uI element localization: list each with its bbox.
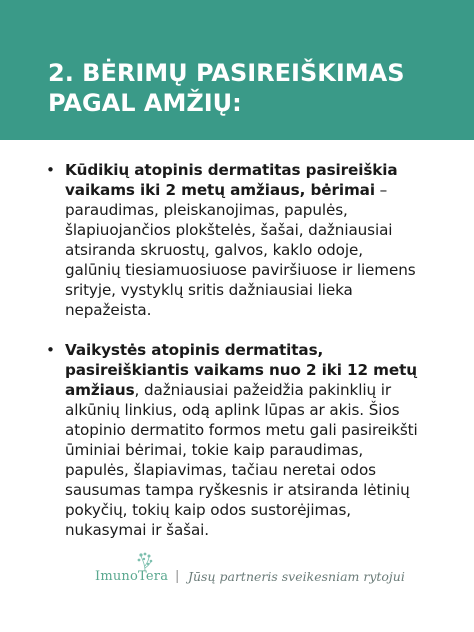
bullet-body-text: – paraudimas, pleiskanojimas, papulės, šlapiuojančios plokštelės, šašai, dažniausiai atsiranda skruostų, galvos, kaklo odoje, galūnių tiesiamuosiuose paviršiuose ir liemens srityje, vystyklų sritis dažniausiai lieka nepažeista. <box>65 181 416 319</box>
bullet-bold-text: Kūdikių atopinis dermatitas pasireiškia vaikams iki 2 metų amžiaus, bėrimai <box>65 161 398 199</box>
bullet-dot: • <box>46 161 55 179</box>
list-item <box>46 340 421 540</box>
page-title: 2. BĖRIMŲ PASIREIŠKIMAS PAGAL AMŽIŲ: <box>48 59 405 117</box>
brand-logo-text: ImunoTera <box>95 569 169 584</box>
bullet-body-text: , dažniausiai pažeidžia pakinklių ir alkūnių linkius, odą aplink lūpas ar akis. Šios atopinio dermatito formos metu gali pasireikšti ūminiai bėrimai, tokie kaip paraudimas, papulės, šlapiavimas, tačiau neretai odos sausumas tampa ryškesnis ir atsiranda lėtinių pokyčių, tokių kaip odos sustorėjimas, nukasymai ir šašai. <box>65 381 418 539</box>
footer-divider: | <box>175 569 180 584</box>
footer-tagline: Jūsų partneris sveikesniam rytojui <box>188 569 405 584</box>
bullet-bold-text: Vaikystės atopinis dermatitas, pasireiškiantis vaikams nuo 2 iki 12 metų amžiaus <box>65 341 417 399</box>
bullet-dot: • <box>46 341 55 359</box>
header-banner <box>0 0 474 140</box>
footer <box>95 552 405 592</box>
list-item <box>46 160 421 320</box>
bullet-list <box>46 160 421 540</box>
